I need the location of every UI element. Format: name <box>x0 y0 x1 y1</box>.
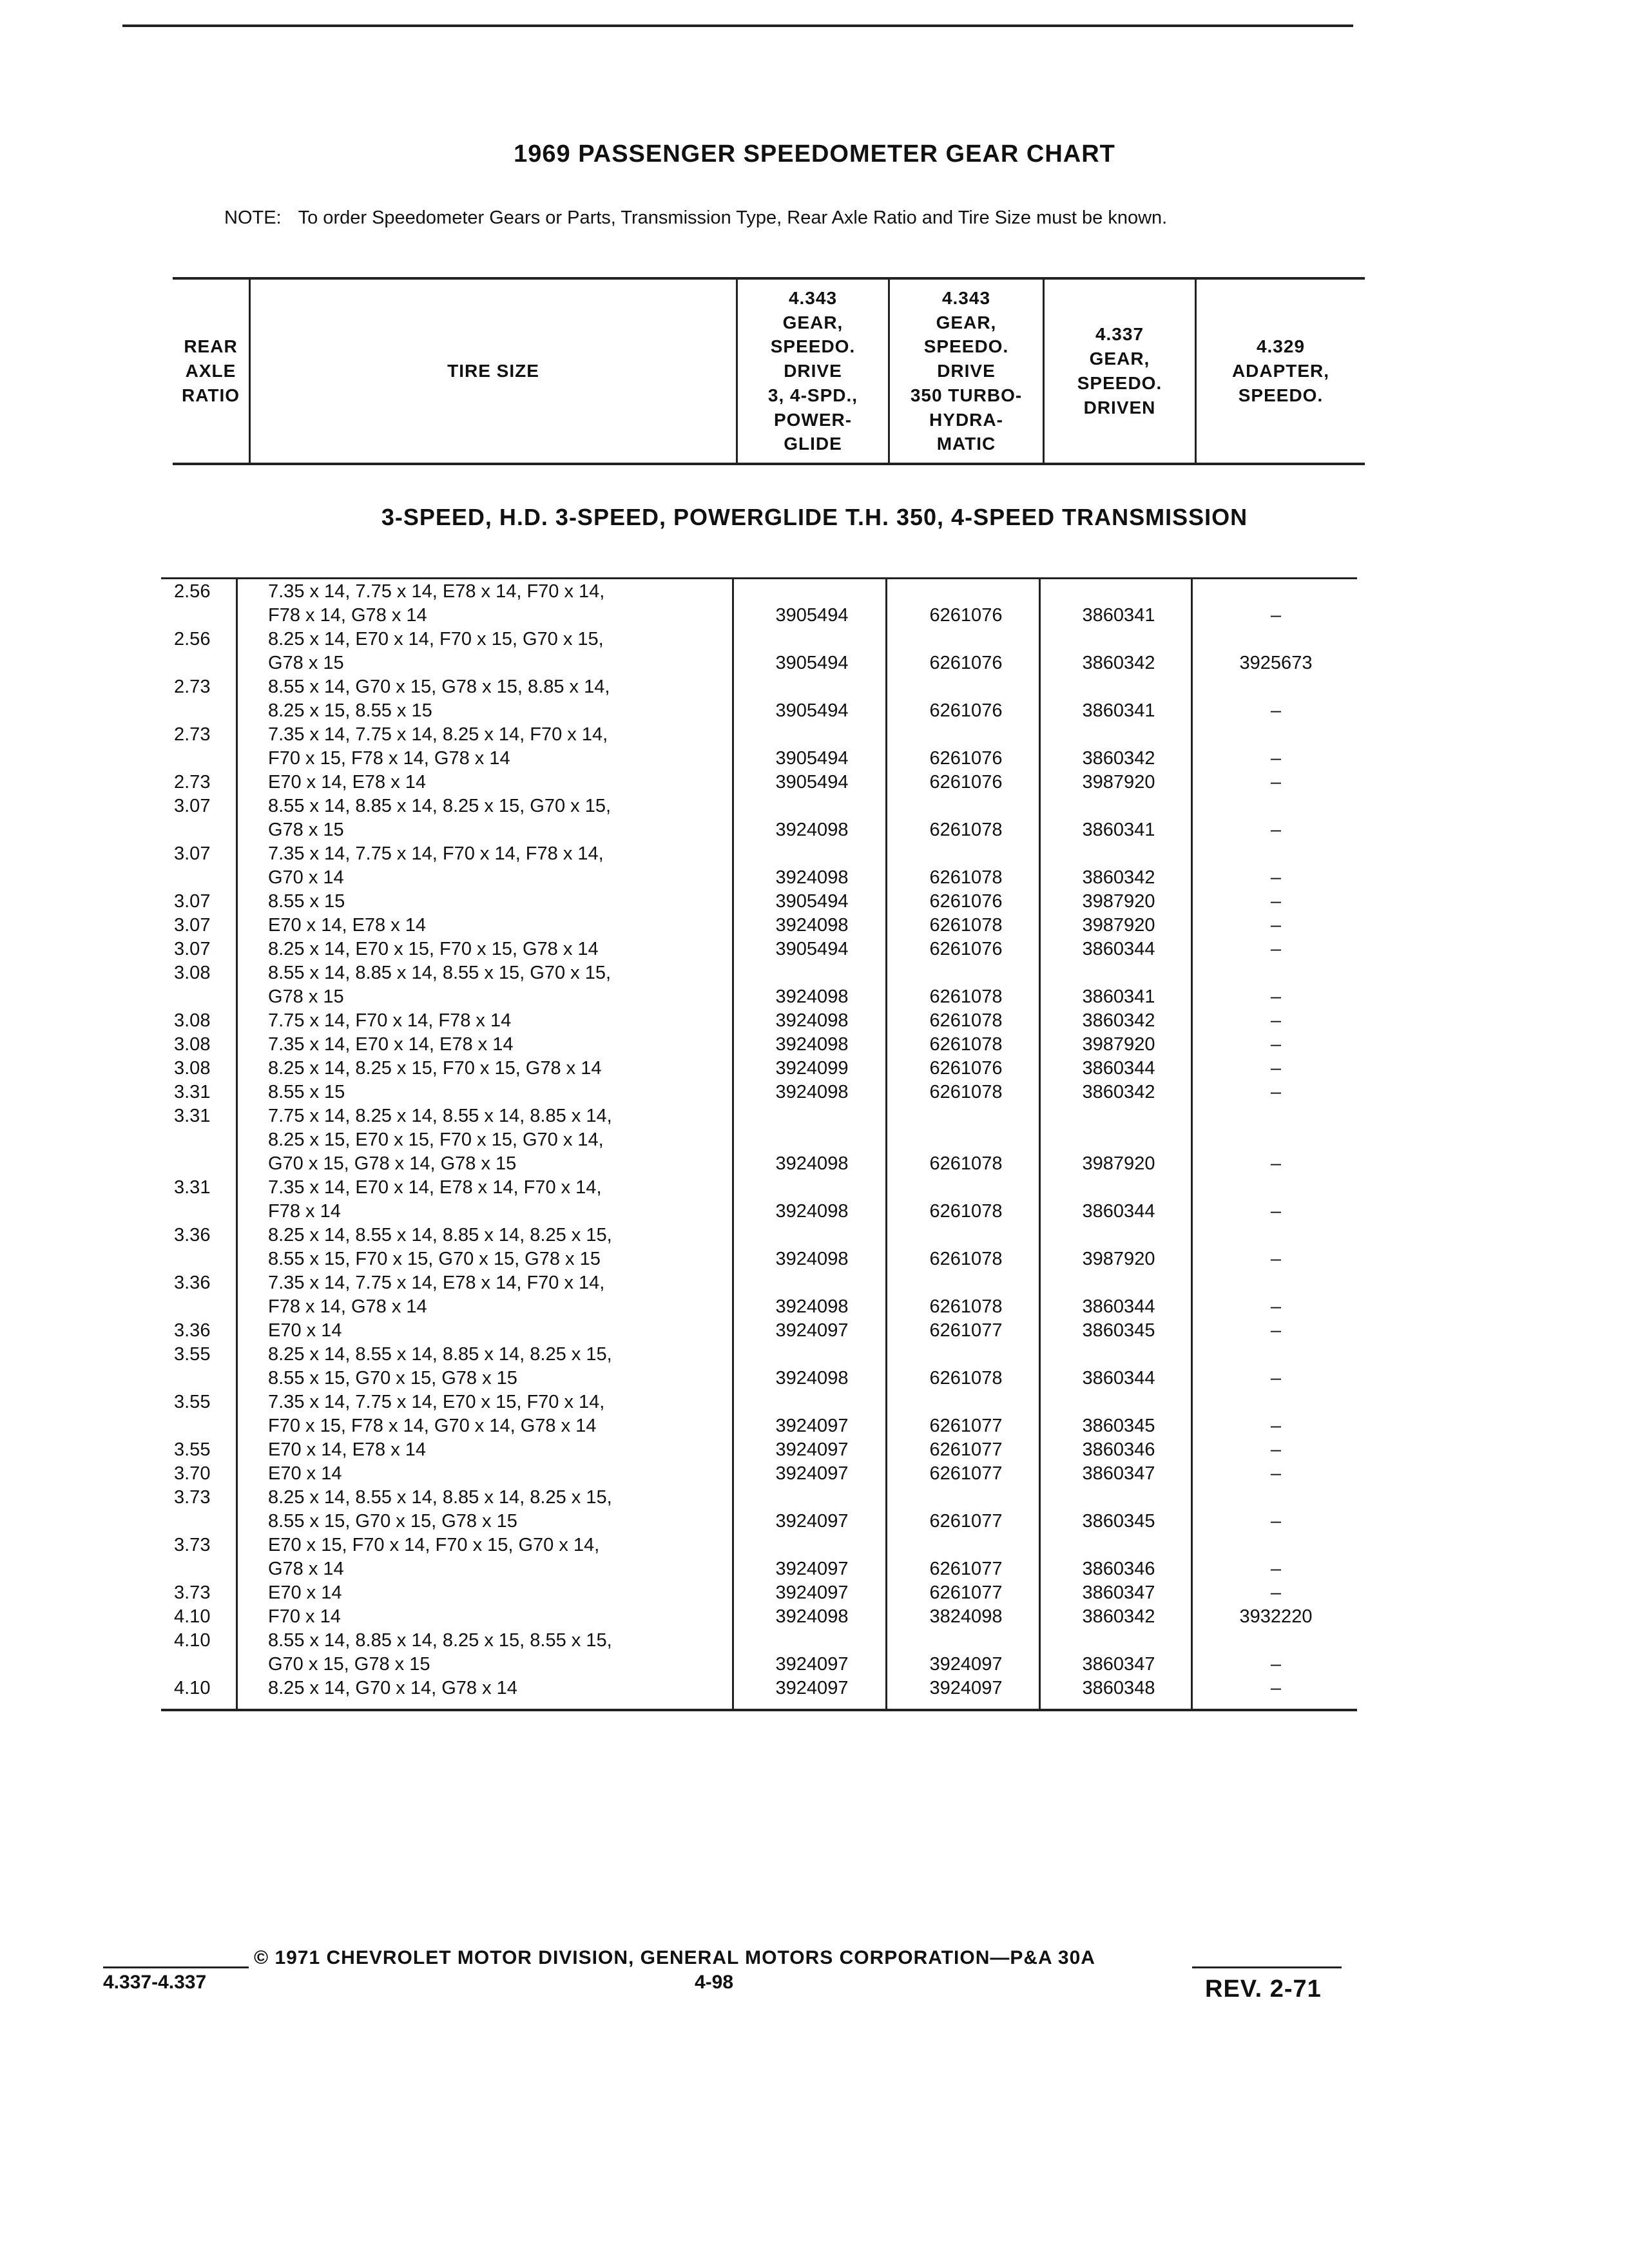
gear-table <box>161 577 1357 1711</box>
section-number: 4.337-4.337 <box>103 1972 207 1993</box>
footer-rule-left <box>103 1966 249 1968</box>
table-row <box>161 1176 1357 1224</box>
adapter-cell: – <box>1270 986 1282 1007</box>
tire-size-cell: 7.75 x 14, F70 x 14, F78 x 14 <box>268 1010 512 1031</box>
drive-gear-cell: 3924098 <box>775 915 849 936</box>
axle-ratio-cell: 4.10 <box>174 1606 211 1627</box>
driven-gear-cell: 3860347 <box>1082 1582 1155 1603</box>
table-row <box>161 1033 1357 1057</box>
driven-gear-cell: 3987920 <box>1082 772 1155 793</box>
turbo-drive-gear-cell: 6261078 <box>929 1249 1003 1269</box>
table-row <box>161 1319 1357 1343</box>
note-text: To order Speedometer Gears or Parts, Transmission Type, Rear Axle Ratio and Tire Size must be known. <box>298 207 1168 228</box>
driven-gear-cell: 3860346 <box>1082 1439 1155 1460</box>
tire-size-cell: 8.55 x 14, 8.85 x 14, 8.25 x 15, G70 x 15, G78 x 15 <box>268 796 612 840</box>
driven-gear-cell: 3860344 <box>1082 939 1155 959</box>
tire-size-cell: 8.55 x 14, 8.85 x 14, 8.25 x 15, 8.55 x 15, G70 x 15, G78 x 15 <box>268 1630 612 1675</box>
turbo-drive-gear-cell: 6261078 <box>929 1082 1003 1102</box>
header-drive-gear-turbo-hydramatic: 4.343 GEAR, SPEEDO. DRIVE 350 TURBO- HYDRA- MATIC <box>910 287 1023 454</box>
driven-gear-cell: 3860344 <box>1082 1296 1155 1317</box>
tire-size-cell: 7.75 x 14, 8.25 x 14, 8.55 x 14, 8.85 x 14, 8.25 x 15, E70 x 15, F70 x 15, G70 x 14, G70 x 15, G78 x 14, G78 x 15 <box>268 1106 612 1174</box>
adapter-cell: – <box>1270 1463 1282 1484</box>
axle-ratio-cell: 3.55 <box>174 1392 211 1412</box>
tire-size-cell: 7.35 x 14, 7.75 x 14, 8.25 x 14, F70 x 14, F70 x 15, F78 x 14, G78 x 14 <box>268 724 608 769</box>
axle-ratio-cell: 2.73 <box>174 677 211 697</box>
tire-size-cell: 8.25 x 14, 8.55 x 14, 8.85 x 14, 8.25 x 15, 8.55 x 15, G70 x 15, G78 x 15 <box>268 1344 612 1389</box>
turbo-drive-gear-cell: 6261077 <box>929 1320 1003 1341</box>
drive-gear-cell: 3924097 <box>775 1439 849 1460</box>
driven-gear-cell: 3860342 <box>1082 653 1155 673</box>
axle-ratio-cell: 3.31 <box>174 1177 211 1198</box>
adapter-cell: – <box>1270 915 1282 936</box>
axle-ratio-cell: 4.10 <box>174 1630 211 1651</box>
driven-gear-cell: 3860346 <box>1082 1559 1155 1579</box>
revision: REV. 2-71 <box>1205 1975 1322 2003</box>
driven-gear-cell: 3860341 <box>1082 605 1155 626</box>
tire-size-cell: 7.35 x 14, 7.75 x 14, E70 x 15, F70 x 14, F70 x 15, F78 x 14, G70 x 14, G78 x 14 <box>268 1392 605 1436</box>
driven-gear-cell: 3860342 <box>1082 748 1155 769</box>
driven-gear-cell: 3987920 <box>1082 891 1155 912</box>
table-row <box>161 1486 1357 1533</box>
tire-size-cell: 7.35 x 14, 7.75 x 14, F70 x 14, F78 x 14, G70 x 14 <box>268 843 604 888</box>
tire-size-cell: 7.35 x 14, 7.75 x 14, E78 x 14, F70 x 14, F78 x 14, G78 x 14 <box>268 1273 605 1317</box>
turbo-drive-gear-cell: 6261077 <box>929 1439 1003 1460</box>
table-row <box>161 1438 1357 1462</box>
tire-size-cell: 8.55 x 14, 8.85 x 14, 8.55 x 15, G70 x 15, G78 x 15 <box>268 963 612 1007</box>
drive-gear-cell: 3924097 <box>775 1511 849 1532</box>
drive-gear-cell: 3924098 <box>775 1249 849 1269</box>
tire-size-cell: 8.25 x 14, 8.55 x 14, 8.85 x 14, 8.25 x 15, 8.55 x 15, G70 x 15, G78 x 15 <box>268 1487 612 1532</box>
table-row <box>161 580 1357 628</box>
table-row <box>161 771 1357 794</box>
table-row <box>161 1390 1357 1438</box>
tire-size-cell: 7.35 x 14, E70 x 14, E78 x 14 <box>268 1034 514 1055</box>
adapter-cell: – <box>1270 1678 1282 1698</box>
adapter-cell: – <box>1270 700 1282 721</box>
drive-gear-cell: 3905494 <box>775 939 849 959</box>
driven-gear-cell: 3987920 <box>1082 1034 1155 1055</box>
adapter-cell: – <box>1270 1034 1282 1055</box>
turbo-drive-gear-cell: 6261076 <box>929 653 1003 673</box>
turbo-drive-gear-cell: 6261076 <box>929 772 1003 793</box>
driven-gear-cell: 3860342 <box>1082 1082 1155 1102</box>
drive-gear-cell: 3905494 <box>775 605 849 626</box>
driven-gear-cell: 3860341 <box>1082 700 1155 721</box>
adapter-cell: – <box>1270 1010 1282 1031</box>
tire-size-cell: 8.55 x 15 <box>268 1082 345 1102</box>
driven-gear-cell: 3860341 <box>1082 986 1155 1007</box>
adapter-cell: 3925673 <box>1239 653 1313 673</box>
driven-gear-cell: 3860342 <box>1082 867 1155 888</box>
table-row <box>161 1581 1357 1605</box>
turbo-drive-gear-cell: 6261078 <box>929 867 1003 888</box>
axle-ratio-cell: 2.73 <box>174 724 211 745</box>
adapter-cell: – <box>1270 605 1282 626</box>
table-row <box>161 842 1357 890</box>
axle-ratio-cell: 3.36 <box>174 1320 211 1341</box>
axle-ratio-cell: 3.08 <box>174 1010 211 1031</box>
adapter-cell: – <box>1270 1582 1282 1603</box>
drive-gear-cell: 3924097 <box>775 1320 849 1341</box>
axle-ratio-cell: 3.70 <box>174 1463 211 1484</box>
turbo-drive-gear-cell: 6261077 <box>929 1582 1003 1603</box>
drive-gear-cell: 3924098 <box>775 1153 849 1174</box>
drive-gear-cell: 3924098 <box>775 1082 849 1102</box>
axle-ratio-cell: 3.36 <box>174 1225 211 1245</box>
drive-gear-cell: 3924098 <box>775 1201 849 1222</box>
tire-size-cell: E70 x 14, E78 x 14 <box>268 772 427 793</box>
drive-gear-cell: 3924098 <box>775 1010 849 1031</box>
turbo-drive-gear-cell: 3924097 <box>929 1654 1003 1675</box>
drive-gear-cell: 3924098 <box>775 820 849 840</box>
driven-gear-cell: 3860342 <box>1082 1010 1155 1031</box>
adapter-cell: 3932220 <box>1239 1606 1313 1627</box>
axle-ratio-cell: 3.08 <box>174 1034 211 1055</box>
drive-gear-cell: 3924097 <box>775 1559 849 1579</box>
axle-ratio-cell: 3.07 <box>174 891 211 912</box>
header-adapter: 4.329 ADAPTER, SPEEDO. <box>1231 336 1330 405</box>
axle-ratio-cell: 3.73 <box>174 1582 211 1603</box>
axle-ratio-cell: 3.07 <box>174 796 211 816</box>
driven-gear-cell: 3987920 <box>1082 1153 1155 1174</box>
table-row <box>161 890 1357 914</box>
copyright: © 1971 CHEVROLET MOTOR DIVISION, GENERAL MOTORS CORPORATION—P&A 30A <box>254 1947 1095 1968</box>
adapter-cell: – <box>1270 1296 1282 1317</box>
table-row <box>161 1677 1357 1700</box>
adapter-cell: – <box>1270 1368 1282 1389</box>
drive-gear-cell: 3924098 <box>775 1606 849 1627</box>
table-row <box>161 1104 1357 1176</box>
table-row <box>161 1057 1357 1081</box>
turbo-drive-gear-cell: 6261076 <box>929 1058 1003 1079</box>
turbo-drive-gear-cell: 6261076 <box>929 748 1003 769</box>
axle-ratio-cell: 3.08 <box>174 963 211 983</box>
tire-size-cell: 8.25 x 14, E70 x 15, F70 x 15, G78 x 14 <box>268 939 599 959</box>
drive-gear-cell: 3905494 <box>775 700 849 721</box>
driven-gear-cell: 3860344 <box>1082 1058 1155 1079</box>
turbo-drive-gear-cell: 6261076 <box>929 605 1003 626</box>
driven-gear-cell: 3987920 <box>1082 1249 1155 1269</box>
driven-gear-cell: 3860347 <box>1082 1654 1155 1675</box>
adapter-cell: – <box>1270 1153 1282 1174</box>
top-rule <box>122 24 1353 27</box>
adapter-cell: – <box>1270 1082 1282 1102</box>
turbo-drive-gear-cell: 6261078 <box>929 1034 1003 1055</box>
drive-gear-cell: 3924098 <box>775 1368 849 1389</box>
tire-size-cell: F70 x 14 <box>268 1606 341 1627</box>
drive-gear-cell: 3924097 <box>775 1463 849 1484</box>
turbo-drive-gear-cell: 6261076 <box>929 939 1003 959</box>
driven-gear-cell: 3860345 <box>1082 1511 1155 1532</box>
table-row <box>161 1009 1357 1033</box>
tire-size-cell: E70 x 15, F70 x 14, F70 x 15, G70 x 14, G78 x 14 <box>268 1535 600 1579</box>
adapter-cell: – <box>1270 1058 1282 1079</box>
drive-gear-cell: 3905494 <box>775 748 849 769</box>
drive-gear-cell: 3905494 <box>775 772 849 793</box>
adapter-cell: – <box>1270 820 1282 840</box>
adapter-cell: – <box>1270 1439 1282 1460</box>
turbo-drive-gear-cell: 6261078 <box>929 1010 1003 1031</box>
drive-gear-cell: 3924098 <box>775 1034 849 1055</box>
tire-size-cell: 8.55 x 15 <box>268 891 345 912</box>
drive-gear-cell: 3905494 <box>775 653 849 673</box>
adapter-cell: – <box>1270 891 1282 912</box>
axle-ratio-cell: 3.07 <box>174 843 211 864</box>
table-row <box>161 1629 1357 1677</box>
table-row <box>161 723 1357 771</box>
axle-ratio-cell: 2.73 <box>174 772 211 793</box>
turbo-drive-gear-cell: 6261077 <box>929 1463 1003 1484</box>
order-note <box>224 207 1167 229</box>
drive-gear-cell: 3924099 <box>775 1058 849 1079</box>
table-row <box>161 628 1357 675</box>
adapter-cell: – <box>1270 1511 1282 1532</box>
adapter-cell: – <box>1270 1416 1282 1436</box>
adapter-cell: – <box>1270 772 1282 793</box>
header-rear-axle-ratio: REAR AXLE RATIO <box>181 336 240 405</box>
axle-ratio-cell: 4.10 <box>174 1678 211 1698</box>
table-row <box>161 914 1357 937</box>
page-number: 4-98 <box>695 1972 734 1993</box>
turbo-drive-gear-cell: 6261078 <box>929 1153 1003 1174</box>
axle-ratio-cell: 3.36 <box>174 1273 211 1293</box>
header-drive-gear-3-4-spd: 4.343 GEAR, SPEEDO. DRIVE 3, 4-SPD., POWER- GLIDE <box>767 287 858 454</box>
axle-ratio-cell: 3.08 <box>174 1058 211 1079</box>
turbo-drive-gear-cell: 6261078 <box>929 1296 1003 1317</box>
table-row <box>161 1081 1357 1104</box>
turbo-drive-gear-cell: 6261077 <box>929 1416 1003 1436</box>
adapter-cell: – <box>1270 1320 1282 1341</box>
adapter-cell: – <box>1270 1654 1282 1675</box>
table-row <box>161 961 1357 1009</box>
driven-gear-cell: 3860342 <box>1082 1606 1155 1627</box>
axle-ratio-cell: 3.07 <box>174 915 211 936</box>
driven-gear-cell: 3987920 <box>1082 915 1155 936</box>
table-row <box>161 794 1357 842</box>
turbo-drive-gear-cell: 6261078 <box>929 986 1003 1007</box>
turbo-drive-gear-cell: 6261076 <box>929 891 1003 912</box>
adapter-cell: – <box>1270 867 1282 888</box>
drive-gear-cell: 3924098 <box>775 1296 849 1317</box>
driven-gear-cell: 3860348 <box>1082 1678 1155 1698</box>
drive-gear-cell: 3905494 <box>775 891 849 912</box>
drive-gear-cell: 3924097 <box>775 1654 849 1675</box>
turbo-drive-gear-cell: 6261078 <box>929 1201 1003 1222</box>
turbo-drive-gear-cell: 6261078 <box>929 915 1003 936</box>
table-row <box>161 1343 1357 1390</box>
table-row <box>161 937 1357 961</box>
drive-gear-cell: 3924098 <box>775 986 849 1007</box>
turbo-drive-gear-cell: 6261077 <box>929 1559 1003 1579</box>
axle-ratio-cell: 2.56 <box>174 581 211 602</box>
adapter-cell: – <box>1270 939 1282 959</box>
turbo-drive-gear-cell: 6261077 <box>929 1511 1003 1532</box>
adapter-cell: – <box>1270 748 1282 769</box>
table-row <box>161 1533 1357 1581</box>
tire-size-cell: E70 x 14, E78 x 14 <box>268 1439 427 1460</box>
axle-ratio-cell: 3.73 <box>174 1535 211 1555</box>
drive-gear-cell: 3924098 <box>775 867 849 888</box>
header-driven-gear: 4.337 GEAR, SPEEDO. DRIVEN <box>1077 324 1162 418</box>
table-header <box>173 277 1365 465</box>
axle-ratio-cell: 3.31 <box>174 1082 211 1102</box>
tire-size-cell: 8.25 x 14, E70 x 14, F70 x 15, G70 x 15, G78 x 15 <box>268 629 604 673</box>
tire-size-cell: E70 x 14, E78 x 14 <box>268 915 427 936</box>
tire-size-cell: 7.35 x 14, E70 x 14, E78 x 14, F70 x 14, F78 x 14 <box>268 1177 602 1222</box>
drive-gear-cell: 3924097 <box>775 1678 849 1698</box>
driven-gear-cell: 3860341 <box>1082 820 1155 840</box>
header-tire-size: TIRE SIZE <box>447 361 539 381</box>
drive-gear-cell: 3924097 <box>775 1416 849 1436</box>
driven-gear-cell: 3860345 <box>1082 1416 1155 1436</box>
page-title: 1969 PASSENGER SPEEDOMETER GEAR CHART <box>514 140 1115 168</box>
turbo-drive-gear-cell: 3924097 <box>929 1678 1003 1698</box>
axle-ratio-cell: 3.73 <box>174 1487 211 1508</box>
axle-ratio-cell: 3.55 <box>174 1439 211 1460</box>
drive-gear-cell: 3924097 <box>775 1582 849 1603</box>
axle-ratio-cell: 3.31 <box>174 1106 211 1126</box>
table-row <box>161 1224 1357 1271</box>
driven-gear-cell: 3860344 <box>1082 1368 1155 1389</box>
tire-size-cell: 8.55 x 14, G70 x 15, G78 x 15, 8.85 x 14, 8.25 x 15, 8.55 x 15 <box>268 677 610 721</box>
table-row <box>161 675 1357 723</box>
tire-size-cell: E70 x 14 <box>268 1463 342 1484</box>
turbo-drive-gear-cell: 6261076 <box>929 700 1003 721</box>
table-row <box>161 1462 1357 1486</box>
axle-ratio-cell: 3.55 <box>174 1344 211 1365</box>
adapter-cell: – <box>1270 1249 1282 1269</box>
table-row <box>161 1271 1357 1319</box>
section-heading: 3-SPEED, H.D. 3-SPEED, POWERGLIDE T.H. 350, 4-SPEED TRANSMISSION <box>381 504 1248 530</box>
axle-ratio-cell: 2.56 <box>174 629 211 649</box>
tire-size-cell: 8.25 x 14, 8.25 x 15, F70 x 15, G78 x 14 <box>268 1058 602 1079</box>
turbo-drive-gear-cell: 3824098 <box>929 1606 1003 1627</box>
table-row <box>161 1605 1357 1629</box>
driven-gear-cell: 3860347 <box>1082 1463 1155 1484</box>
tire-size-cell: 8.25 x 14, G70 x 14, G78 x 14 <box>268 1678 517 1698</box>
driven-gear-cell: 3860344 <box>1082 1201 1155 1222</box>
turbo-drive-gear-cell: 6261078 <box>929 1368 1003 1389</box>
axle-ratio-cell: 3.07 <box>174 939 211 959</box>
footer-rule-right <box>1192 1966 1342 1968</box>
turbo-drive-gear-cell: 6261078 <box>929 820 1003 840</box>
tire-size-cell: E70 x 14 <box>268 1320 342 1341</box>
driven-gear-cell: 3860345 <box>1082 1320 1155 1341</box>
adapter-cell: – <box>1270 1559 1282 1579</box>
tire-size-cell: 7.35 x 14, 7.75 x 14, E78 x 14, F70 x 14, F78 x 14, G78 x 14 <box>268 581 605 626</box>
adapter-cell: – <box>1270 1201 1282 1222</box>
tire-size-cell: 8.25 x 14, 8.55 x 14, 8.85 x 14, 8.25 x 15, 8.55 x 15, F70 x 15, G70 x 15, G78 x 15 <box>268 1225 612 1269</box>
tire-size-cell: E70 x 14 <box>268 1582 342 1603</box>
note-label: NOTE: <box>224 207 282 228</box>
